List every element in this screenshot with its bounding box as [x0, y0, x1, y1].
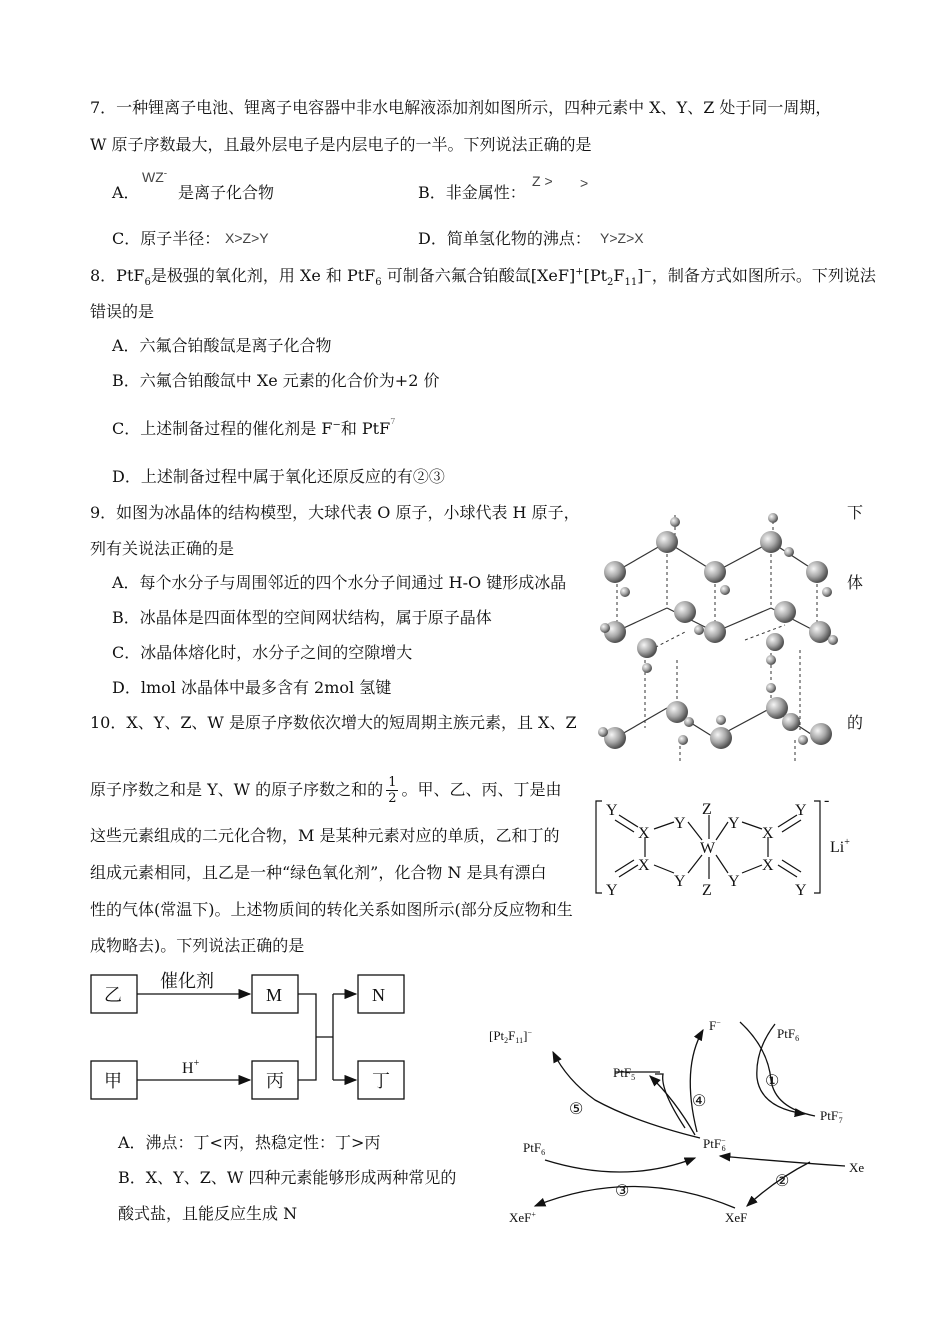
- hydrogen-atom: [670, 517, 680, 527]
- q8-option-c: C．上述制备过程的催化剂是 F−和 PtF$^7$: [112, 417, 396, 438]
- q7-option-b-label: B．非金属性：: [418, 183, 526, 202]
- hydrogen-atom: [784, 547, 794, 557]
- atom-y: Y: [728, 815, 740, 832]
- step-1-marker: ①: [765, 1073, 780, 1090]
- ice-crystal-figure: [595, 500, 845, 768]
- label-ptf5: PtF$_5$: [613, 1065, 636, 1082]
- hydrogen-atom: [768, 513, 778, 523]
- hydrogen-atom: [798, 735, 808, 745]
- label-pt2f11-anion: $[Pt_2F_{11}]^-$: [489, 1028, 532, 1045]
- label-ptf6-left: PtF$_6$: [523, 1140, 546, 1157]
- oxygen-atom: [809, 621, 831, 643]
- atom-y: Y: [674, 815, 686, 832]
- q7-option-a-label: A．: [112, 183, 140, 202]
- q8-option-b: B．六氟合铂酸氙中 Xe 元素的化合价为+2 价: [112, 371, 440, 390]
- q7-option-b-expr2: >: [580, 175, 589, 191]
- label-f-minus: F−: [709, 1018, 721, 1033]
- q8-stem-line2: 错误的是: [90, 302, 155, 321]
- atom-x: X: [762, 825, 774, 842]
- atom-y: Y: [795, 802, 807, 819]
- q7-option-a-formula: WZ-: [142, 168, 168, 185]
- q9-stem-line1: 9．如图为冰晶体的结构模型，大球代表 O 原子，小球代表 H 原子，: [90, 503, 580, 522]
- step-4-marker: ④: [692, 1093, 707, 1110]
- label-ptf6-anion: PtF− 6: [703, 1136, 726, 1153]
- q8-option-a: A．六氟合铂酸氙是离子化合物: [112, 336, 332, 355]
- atom-y: Y: [728, 873, 740, 890]
- q10-option-a: A．沸点：丁<丙，热稳定性：丁>丙: [118, 1133, 381, 1152]
- oxygen-atom: [774, 601, 796, 623]
- q10-stem-line3: 这些元素组成的二元化合物，M 是某种元素对应的单质，乙和丁的: [90, 826, 560, 845]
- hydrogen-atom: [716, 715, 726, 725]
- q7-option-d-label: D．简单氢化物的沸点：: [418, 229, 591, 248]
- lithium-salt-structure: [592, 795, 862, 905]
- q9-stem-right1: 下: [847, 503, 864, 522]
- label-bing: 丙: [266, 1071, 284, 1091]
- hydrogen-atom: [822, 587, 832, 597]
- hydrogen-atom: [620, 587, 630, 597]
- q7-option-c-label: C．原子半径：: [112, 229, 221, 248]
- q9-option-a-right: 体: [847, 573, 864, 592]
- atom-z: Z: [702, 882, 712, 899]
- atom-y: Y: [606, 802, 618, 819]
- hydrogen-atom: [766, 683, 776, 693]
- oxygen-atom: [704, 561, 726, 583]
- step-5-marker: ⑤: [569, 1101, 584, 1118]
- hydrogen-atom: [720, 585, 730, 595]
- label-xef-cation: XeF+: [509, 1210, 536, 1225]
- atom-y: Y: [795, 882, 807, 899]
- hydrogen-atom: [828, 635, 838, 645]
- q9-option-a: A．每个水分子与周围邻近的四个水分子间通过 H-O 键形成冰晶: [112, 573, 567, 592]
- label-n: N: [372, 985, 385, 1005]
- q7-stem-line1: 7．一种锂离子电池、锂离子电容器中非水电解液添加剂如图所示，四种元素中 X、Y、Z 处于同一周期，: [90, 98, 832, 117]
- conversion-flowchart: [88, 965, 418, 1115]
- step-2-marker: ②: [775, 1173, 790, 1190]
- q7-stem-line2: W 原子序数最大，且最外层电子是内层电子的一半。下列说法正确的是: [90, 135, 592, 154]
- atom-x: X: [762, 857, 774, 874]
- label-ding: 丁: [372, 1071, 390, 1091]
- label-h-plus: H+: [182, 1058, 200, 1077]
- label-xef: XeF: [725, 1210, 748, 1225]
- atom-y: Y: [606, 882, 618, 899]
- hydrogen-atom: [598, 727, 608, 737]
- oxygen-atom: [637, 638, 657, 658]
- label-xe: Xe: [849, 1160, 865, 1175]
- q9-stem-line2: 列有关说法正确的是: [90, 539, 235, 558]
- hydrogen-atom: [766, 655, 776, 665]
- lithium-cation: Li+: [830, 837, 850, 856]
- q10-option-b-line2: 酸式盐，且能反应生成 N: [118, 1204, 298, 1223]
- q9-option-c: C．冰晶体熔化时，水分子之间的空隙增大: [112, 643, 413, 662]
- label-ptf7-anion: PtF− 7: [820, 1108, 843, 1125]
- atom-x: X: [638, 857, 650, 874]
- oxygen-atom: [674, 601, 696, 623]
- anion-charge: -: [824, 795, 830, 809]
- oxygen-atom: [782, 713, 800, 731]
- atom-z: Z: [702, 801, 712, 818]
- atom-x: X: [638, 825, 650, 842]
- q9-option-d: D．lmol 冰晶体中最多含有 2mol 氢键: [112, 678, 392, 697]
- q7-option-d-expr: Y>Z>X: [600, 230, 644, 246]
- oxygen-atom: [806, 561, 828, 583]
- atom-y: Y: [674, 873, 686, 890]
- label-ptf6-top: PtF$_6$: [777, 1026, 800, 1043]
- q10-stem-line4: 组成元素相同，且乙是一种“绿色氧化剂”，化合物 N 是具有漂白: [90, 863, 547, 882]
- hydrogen-atom: [684, 717, 694, 727]
- oxygen-atom: [704, 621, 726, 643]
- atom-w: W: [700, 840, 716, 857]
- oxygen-atom: [810, 723, 832, 745]
- q10-stem-line2: 原子序数之和是 Y、W 的原子序数之和的 $\frac{1}{2}$ 。甲、乙、丙、丁是由: [90, 775, 562, 806]
- fraction-one-half: $\frac{1}{2}$: [388, 775, 397, 806]
- oxygen-atom: [656, 531, 678, 553]
- hydrogen-atom: [694, 625, 704, 635]
- hydrogen-atom: [600, 623, 610, 633]
- oxygen-atom: [710, 727, 732, 749]
- label-m: M: [266, 985, 283, 1005]
- q7-option-b-expr: Z >: [532, 173, 553, 189]
- q8-option-d: D．上述制备过程中属于氧化还原反应的有②③: [112, 467, 445, 486]
- label-catalyst: 催化剂: [160, 971, 214, 991]
- hydrogen-atom: [642, 663, 652, 673]
- step-3-marker: ③: [615, 1183, 630, 1200]
- q10-option-b-line1: B．X、Y、Z、W 四种元素能够形成两种常见的: [118, 1168, 457, 1187]
- q7-option-a-text: 是离子化合物: [178, 183, 275, 202]
- hydrogen-atom: [678, 735, 688, 745]
- oxygen-atom: [760, 531, 782, 553]
- q8-stem-line1: 8．PtF$_6$是极强的氧化剂，用 Xe 和 PtF$_6$ 可制备六氟合铂酸氙$[XeF]^+[Pt_2F_{11}]^-$，制备方式如图所示。下列说法: [90, 266, 876, 289]
- q10-stem-line5: 性的气体(常温下)。上述物质间的转化关系如图所示(部分反应物和生: [90, 900, 573, 919]
- q10-stem-line6: 成物略去)。下列说法正确的是: [90, 936, 305, 955]
- q9-option-b: B．冰晶体是四面体型的空间网状结构，属于原子晶体: [112, 608, 492, 627]
- q10-stem-line1: 10．X、Y、Z、W 是原子序数依次增大的短周期主族元素，且 X、Z: [90, 713, 577, 732]
- oxygen-atom: [766, 633, 784, 651]
- label-jia: 甲: [104, 1071, 122, 1091]
- q10-stem-right1: 的: [847, 713, 864, 732]
- label-yi: 乙: [104, 985, 122, 1005]
- oxygen-atom: [604, 561, 626, 583]
- ptf6-cycle-diagram: [485, 1010, 880, 1232]
- q7-option-c-expr: X>Z>Y: [225, 230, 269, 246]
